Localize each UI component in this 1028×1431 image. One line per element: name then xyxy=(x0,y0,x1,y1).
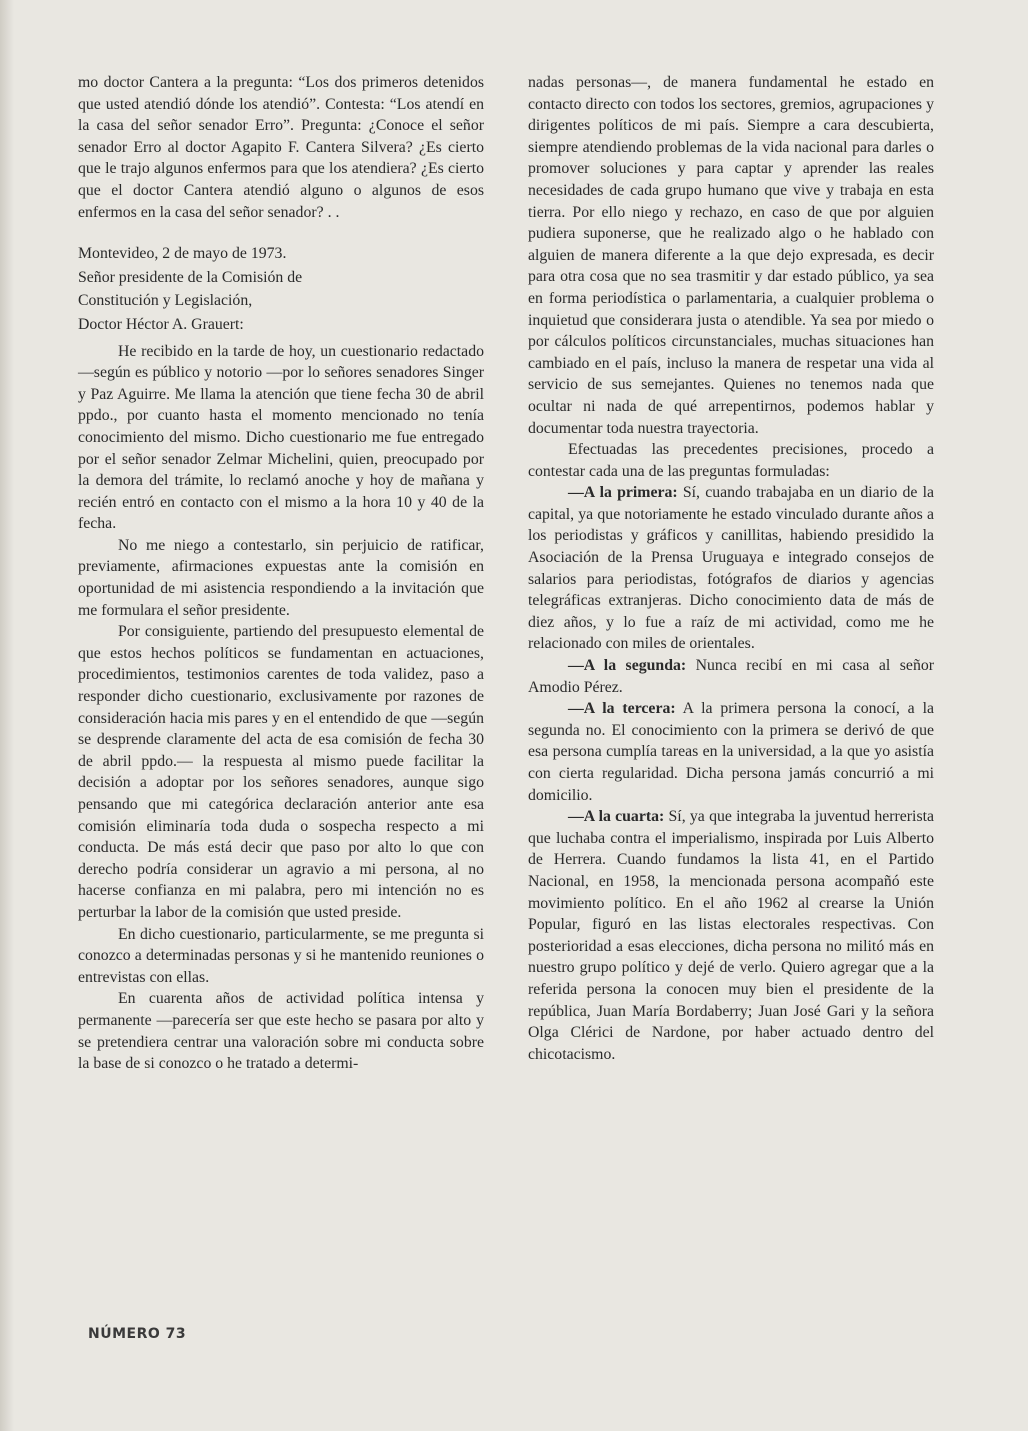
paragraph: He recibido en la tarde de hoy, un cuestionario redactado —según es público y notorio —por lo señores senadores Singer y Paz Aguirre. Me llama la atención que tiene fecha 30 de abril ppdo., por cuanto hasta el momento mencionado no tenía conocimiento del mismo. Dicho cuestionario me fue entregado por el señor senador Zelmar Michelini, quien, preocupado por la demora del trámite, lo reclamó anoche y hoy de mañana y recién entró en contacto con el mismo a la hora 10 y 40 de la fecha. xyxy=(78,342,484,533)
right-column xyxy=(528,72,934,1065)
paragraph: En dicho cuestionario, particularmente, se me pregunta si conozco a determinadas personas y si he mantenido reuniones o entrevistas con ellas. xyxy=(78,925,484,986)
answer-label: —A la primera: xyxy=(568,484,678,502)
answer-third xyxy=(528,698,934,806)
answer-second xyxy=(528,655,934,698)
addressee-salutation: Doctor Héctor A. Grauert: xyxy=(78,315,244,333)
addressee-line: Señor presidente de la Comisión de xyxy=(78,268,303,286)
addressee-line: Constitución y Legislación, xyxy=(78,292,253,310)
answer-text: Sí, ya que integraba la juventud herrerista que luchaba contra el imperialismo, inspirada por Luis Alberto de Herrera. Cuando fundamos la lista 41, en el Partido Nacional, en 1958, la mencionada persona acompañó este movimiento político. En el año 1962 al crearse la Unión Popular, figuró en las listas electorales respectivas. Con posterioridad a esas elecciones, dicha persona no militó más en nuestro grupo político y dejé de verlo. Quiero agregar que a la referida persona la conocen muy bien el presidente de la república, Juan María Bordaberry; Juan José Gari y la señora Olga Clérici de Nardone, por haber actuado dentro del chicotacismo. xyxy=(528,808,934,1063)
answer-text: A la primera persona la conocí, a la segunda no. El conocimiento con la primera se derivó de que esa persona cumplía tareas en la universidad, a la que yo asistía con cierta regularidad. Dicha persona jamás concurrió a mi domicilio. xyxy=(528,700,934,804)
page-number-label: NÚMERO 73 xyxy=(88,1326,187,1342)
answer-fourth xyxy=(528,806,934,1065)
paragraph: Por consiguiente, partiendo del presupuesto elemental de que estos hechos políticos se fundamentan en actuaciones, procedimientos, testimonios carentes de toda validez, paso a responder dicho cuestionario, exclusivamente por razones de consideración hacia mis pares y en el entendido de que —según se desprende claramente del acta de esa comisión de fecha 30 de abril ppdo.— la respuesta al mismo puede facilitar la decisión a adoptar por los señores senadores, aunque sigo pensando que mi categórica declaración anterior ante esa comisión eliminaría toda duda o sospecha respecto a mi conducta. De más está decir que paso por alto lo que con derecho podría considerar un agravio a mi persona, al no hacerse confianza en mi palabra, pero mi intención no es perturbar la labor de la comisión que usted preside. xyxy=(78,623,484,921)
answer-label: —A la cuarta: xyxy=(568,808,665,826)
answer-label: —A la tercera: xyxy=(568,700,676,718)
paragraph: mo doctor Cantera a la pregunta: “Los dos primeros detenidos que usted atendió dónde los atendió”. Contesta: “Los atendí en la casa del señor senador Erro”. Pregunta: ¿Conoce el señor senador Erro al doctor Agapito F. Cantera Silvera? ¿Es cierto que le trajo algunos enfermos para que los atendiera? ¿Es cierto que el doctor Cantera atendió alguno o algunos de esos enfermos en la casa del señor senador? . . xyxy=(78,74,484,221)
left-column xyxy=(78,72,484,1075)
paragraph: En cuarenta años de actividad política intensa y permanente —parecería ser que este hecho se pasara por alto y se pretendiera centrar una valoración sobre mi conducta sobre la base de si conozco o he tratado a determi- xyxy=(78,990,484,1073)
paragraph: Efectuadas las precedentes precisiones, procedo a contestar cada una de las preguntas formuladas: xyxy=(528,441,934,480)
page-edge xyxy=(0,0,14,1431)
letter-date: Montevideo, 2 de mayo de 1973. xyxy=(78,245,287,263)
paragraph: No me niego a contestarlo, sin perjuicio de ratificar, previamente, afirmaciones expuestas ante la comisión en oportunidad de mi asistencia respondiendo a la invitación que me formulara el señor presidente. xyxy=(78,536,484,619)
paragraph: nadas personas—, de manera fundamental he estado en contacto directo con todos los sectores, gremios, agrupaciones y dirigentes políticos de mi país. Siempre a cara descubierta, siempre atendiendo problemas de la vida nacional para darles o promover soluciones y para captar y aprender las reales necesidades de cada grupo humano que vive y trabaja en esta tierra. Por ello niego y rechazo, en caso de que por alguien pudiera suponerse, que he realizado algo o he hablado con alguien de manera diferente a la que dejo expresada, es decir para otra cosa que no sea trasmitir y dar estado público, ya sea en forma periodística o parlamentaria, a cualquier problema o inquietud que considerara justa o atendible. Ya sea por miedo o por cálculos políticos circunstanciales, muchas situaciones han cambiado en el país, incluso la manera de respetar una vida al servicio de sus semejantes. Quienes no tenemos nada que ocultar ni nada de qué arrepentirnos, podemos hablar y documentar toda nuestra trayectoria. xyxy=(528,74,934,437)
answer-text: Nunca recibí en mi casa al señor Amodio Pérez. xyxy=(528,657,935,696)
answer-first xyxy=(528,482,934,655)
answer-text: Sí, cuando trabajaba en un diario de la capital, ya que notoriamente he estado vinculado durante años a los periodistas y gráficos y canillitas, habiendo presidido la Asociación de la Prensa Uruguaya e integrado consejos de salarios para periodistas, fotógrafos de diarios y agencias telegráficas extranjeras. Dicho conocimiento data de más de diez años, y lo fue a raíz de mi actividad, como me he relacionado con miles de orientales. xyxy=(528,484,935,653)
answer-label: —A la segunda: xyxy=(568,657,687,675)
